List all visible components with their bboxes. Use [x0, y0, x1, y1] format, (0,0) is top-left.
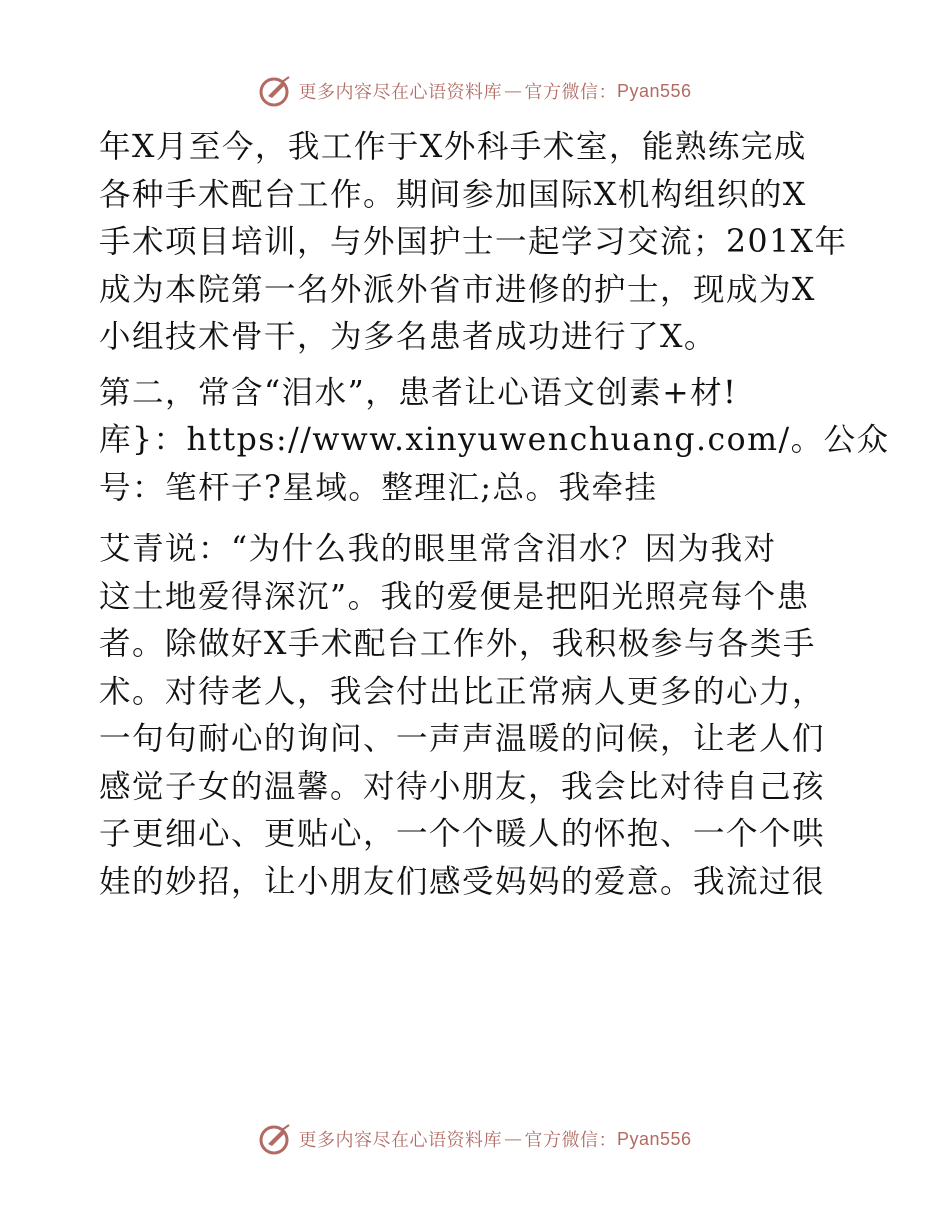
text-line: 艾青说：“为什么我的眼里常含泪水？因为我对	[99, 531, 777, 567]
watermark-separator: —	[503, 1128, 523, 1150]
paragraph-1	[99, 124, 869, 362]
text-line: 第二，常含“泪水”，患者让心语文创素+材!	[99, 374, 738, 411]
text-line: 成为本院第一名外派外省市进修的护士，现成为X	[99, 271, 816, 308]
watermark-wechat-label: 官方微信：	[524, 82, 617, 103]
text-line: 手术项目培训，与外国护士一起学习交流；201X年	[99, 224, 848, 260]
footer-watermark	[0, 1119, 950, 1159]
text-line: 感觉子女的温馨。对待小朋友，我会比对待自己孩	[99, 768, 826, 805]
text-line: 这土地爱得深沉”。我的爱便是把阳光照亮每个患	[99, 578, 810, 615]
watermark-text: 更多内容尽在心语资料库	[298, 82, 502, 103]
watermark-separator: —	[503, 80, 523, 102]
watermark-text: 更多内容尽在心语资料库	[298, 1130, 502, 1151]
text-line: 子更细心、更贴心，一个个暖人的怀抱、一个个哄	[99, 816, 826, 852]
watermark-wechat-account: Pyan556	[616, 80, 692, 101]
paragraph-2	[99, 370, 890, 513]
text-line: 号：笔杆子?星域。整理汇;总。我牵挂	[99, 469, 658, 506]
text-line: 者。除做好X手术配台工作外，我积极参与各类手	[99, 626, 816, 662]
pen-logo-icon	[258, 74, 294, 108]
text-line: 年X月至今，我工作于X外科手术室，能熟练完成	[99, 129, 807, 165]
text-line: 小组技术骨干，为多名患者成功进行了X。	[99, 319, 717, 355]
text-line: 各种手术配台工作。期间参加国际X机构组织的X	[99, 176, 807, 213]
watermark-wechat-label: 官方微信：	[524, 1130, 617, 1151]
document-body	[99, 124, 890, 906]
text-line: 术。对待老人，我会付出比正常病人更多的心力，	[99, 673, 826, 710]
pen-logo-icon	[258, 1122, 294, 1156]
text-line: 一句句耐心的询问、一声声温暖的问候，让老人们	[99, 721, 826, 757]
text-line: 库}：https://www.xinyuwenchuang.com/。公众	[99, 422, 890, 458]
watermark-wechat-account: Pyan556	[616, 1128, 692, 1149]
header-watermark	[0, 71, 950, 111]
text-line: 娃的妙招，让小朋友们感受妈妈的爱意。我流过很	[99, 863, 826, 900]
paragraph-3	[99, 526, 869, 906]
